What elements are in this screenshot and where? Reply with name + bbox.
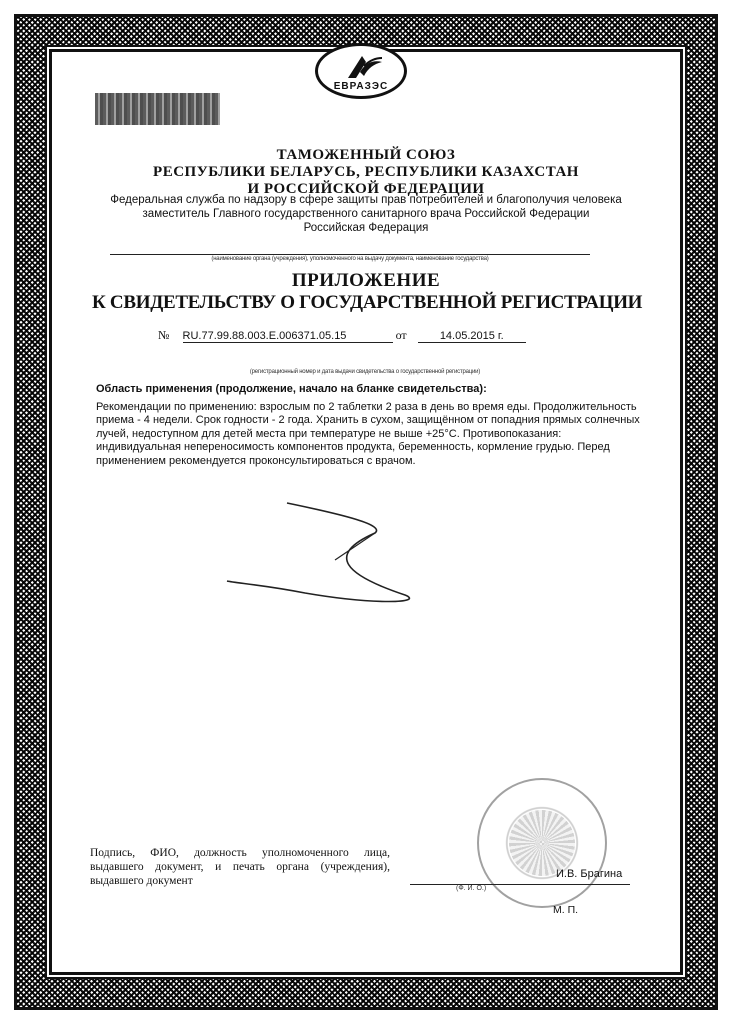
logo-text: ЕВРАЗЭС bbox=[333, 81, 389, 92]
agency-line-2: заместитель Главного государственного санитарного врача Российской Федерации bbox=[142, 208, 590, 220]
seal-emblem bbox=[509, 810, 575, 876]
handwritten-signature bbox=[225, 495, 465, 615]
barcode-mark bbox=[95, 93, 220, 125]
appendix-title: ПРИЛОЖЕНИЕ bbox=[291, 270, 441, 291]
eurasec-logo bbox=[315, 43, 407, 99]
registration-number: RU.77.99.88.003.Е.006371.05.15 bbox=[183, 330, 393, 343]
registration-row bbox=[158, 328, 526, 343]
registration-caption: (регистрационный номер и дата выдачи свидетельства о государственной регистрации) bbox=[249, 369, 481, 375]
union-header-line-1: ТАМОЖЕННЫЙ СОЮЗ bbox=[276, 147, 456, 163]
section-heading: Область применения (продолжение, начало на бланке свидетельства): bbox=[96, 383, 487, 395]
union-header bbox=[60, 147, 672, 198]
official-name: И.В. Брагина bbox=[556, 868, 623, 880]
signature-label: Подпись, ФИО, должность уполномоченного лица, выдавшего документ, и печать органа (учреждения), выдавшего документ bbox=[90, 847, 390, 887]
eurasec-emblem-icon bbox=[344, 52, 384, 82]
authority-rule bbox=[110, 254, 590, 255]
agency-line-1: Федеральная служба по надзору в сфере защиты прав потребителей и благополучия человека bbox=[110, 194, 622, 206]
authority-caption: (наименование органа (учреждения), уполномоченного на выдачу документа, наименование государства) bbox=[211, 256, 489, 262]
stamp-place-label: М. П. bbox=[553, 904, 579, 916]
date-label: от bbox=[395, 328, 407, 342]
union-header-line-3: И РОССИЙСКОЙ ФЕДЕРАЦИИ bbox=[247, 181, 485, 197]
number-label: № bbox=[158, 328, 170, 342]
official-seal bbox=[477, 778, 607, 908]
union-header-line-2: РЕСПУБЛИКИ БЕЛАРУСЬ, РЕСПУБЛИКИ КАЗАХСТАН bbox=[153, 164, 579, 180]
signature-line bbox=[410, 884, 630, 885]
scope-paragraph: Рекомендации по применению: взрослым по 2 таблетки 2 раза в день во время еды. Продолжительность приема - 4 недели. Срок годности - 2 года. Хранить в сухом, защищённом от попадния прямых солнечных лучей, недоступном для детей места при температуре не выше +25°С. Противопоказания: индивидуальная непереносимость компонентов продукта, беременность, кормление грудью. Перед применением рекомендуется проконсультироваться с врачом. bbox=[96, 400, 640, 467]
issuing-agency bbox=[60, 193, 672, 235]
certificate-title: К СВИДЕТЕЛЬСТВУ О ГОСУДАРСТВЕННОЙ РЕГИСТРАЦИИ bbox=[92, 292, 643, 313]
application-scope bbox=[96, 383, 641, 469]
registration-date: 14.05.2015 г. bbox=[418, 330, 526, 343]
agency-line-3: Российская Федерация bbox=[303, 222, 429, 234]
fio-caption: (Ф. И. О.) bbox=[456, 885, 487, 892]
